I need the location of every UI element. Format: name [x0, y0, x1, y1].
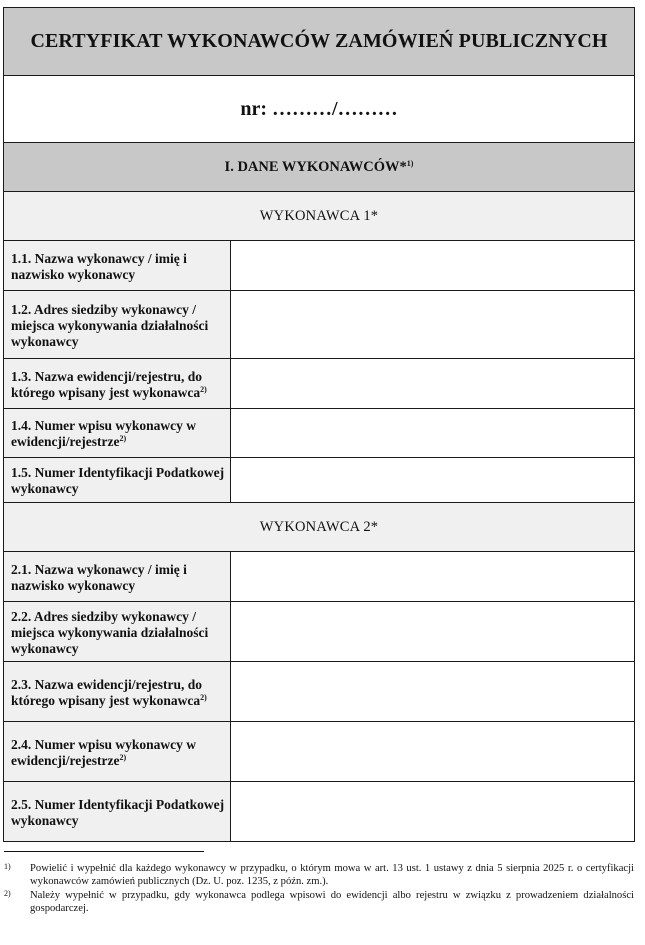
contractor-2-nip-label	[4, 782, 231, 842]
contractor-2-registry-field[interactable]	[231, 662, 635, 722]
certificate-form	[3, 7, 635, 842]
footnote-ref: 2)	[119, 752, 127, 762]
contractor-1-registry-field[interactable]	[231, 359, 635, 409]
field-label: 1.4. Numer wpisu wykonawcy w ewidencji/rejestrze	[11, 418, 197, 449]
field-label: 1.1. Nazwa wykonawcy / imię i nazwisko wykonawcy	[11, 250, 187, 282]
contractor-1-entry-number-label	[4, 409, 231, 458]
footnote-1	[4, 862, 634, 888]
contractor-1-nip-label	[4, 458, 231, 503]
field-label: 1.3. Nazwa ewidencji/rejestru, do którego wpisany jest wykonawca	[11, 368, 202, 400]
contractor-1-nip-field[interactable]	[231, 458, 635, 503]
footnotes	[4, 851, 634, 916]
contractor-2-entry-number-field[interactable]	[231, 722, 635, 782]
section-title: I. DANE WYKONAWCÓW*	[224, 158, 407, 175]
contractor-1-name-field[interactable]	[231, 241, 635, 291]
field-label: 2.4. Numer wpisu wykonawcy w ewidencji/rejestrze	[11, 736, 197, 768]
field-label: 2.5. Numer Identyfikacji Podatkowej wykonawcy	[11, 796, 225, 828]
contractor-1-header: WYKONAWCA 1*	[4, 192, 635, 241]
contractor-2-address-label	[4, 602, 231, 662]
contractor-2-address-field[interactable]	[231, 602, 635, 662]
footnote-mark: 1)	[4, 862, 11, 871]
footnote-text: Powielić i wypełnić dla każdego wykonawcy w przypadku, o którym mowa w art. 13 ust. 1 ustawy z dnia 5 sierpnia 2025 r. o certyfikacji wykonawców zamówień publicznych (Dz. U. poz. 1235, z późn. zm.).	[30, 863, 634, 887]
field-label: 1.5. Numer Identyfikacji Podatkowej wykonawcy	[11, 465, 225, 496]
footnote-mark: 2)	[4, 889, 11, 898]
footnote-2	[4, 889, 634, 915]
contractor-2-name-label	[4, 552, 231, 602]
footnote-ref: 2)	[200, 692, 207, 702]
field-label: 1.2. Adres siedziby wykonawcy / miejsca wykonywania działalności wykonawcy	[11, 301, 209, 349]
footnote-ref: 1)	[406, 158, 414, 168]
contractor-2-header: WYKONAWCA 2*	[4, 503, 635, 552]
contractor-2-entry-number-label	[4, 722, 231, 782]
contractor-1-name-label	[4, 241, 231, 291]
footnote-text: Należy wypełnić w przypadku, gdy wykonawca podlega wpisowi do ewidencji albo rejestru w związku z prowadzeniem działalności gospodarczej.	[30, 890, 634, 914]
certificate-number-field[interactable]: nr: ………/………	[4, 76, 635, 143]
section-header	[4, 143, 635, 192]
footnote-separator	[4, 851, 204, 852]
field-label: 2.3. Nazwa ewidencji/rejestru, do którego wpisany jest wykonawca	[11, 676, 202, 708]
contractor-1-entry-number-field[interactable]	[231, 409, 635, 458]
contractor-1-address-label	[4, 291, 231, 359]
contractor-1-registry-label	[4, 359, 231, 409]
field-label: 2.1. Nazwa wykonawcy / imię i nazwisko wykonawcy	[11, 561, 187, 593]
contractor-2-nip-field[interactable]	[231, 782, 635, 842]
field-label: 2.2. Adres siedziby wykonawcy / miejsca wykonywania działalności wykonawcy	[11, 608, 209, 656]
contractor-2-name-field[interactable]	[231, 552, 635, 602]
footnote-ref: 2)	[119, 434, 127, 443]
contractor-1-address-field[interactable]	[231, 291, 635, 359]
footnote-ref: 2)	[200, 384, 207, 394]
document-title: CERTYFIKAT WYKONAWCÓW ZAMÓWIEŃ PUBLICZNYCH	[4, 8, 635, 76]
contractor-2-registry-label	[4, 662, 231, 722]
